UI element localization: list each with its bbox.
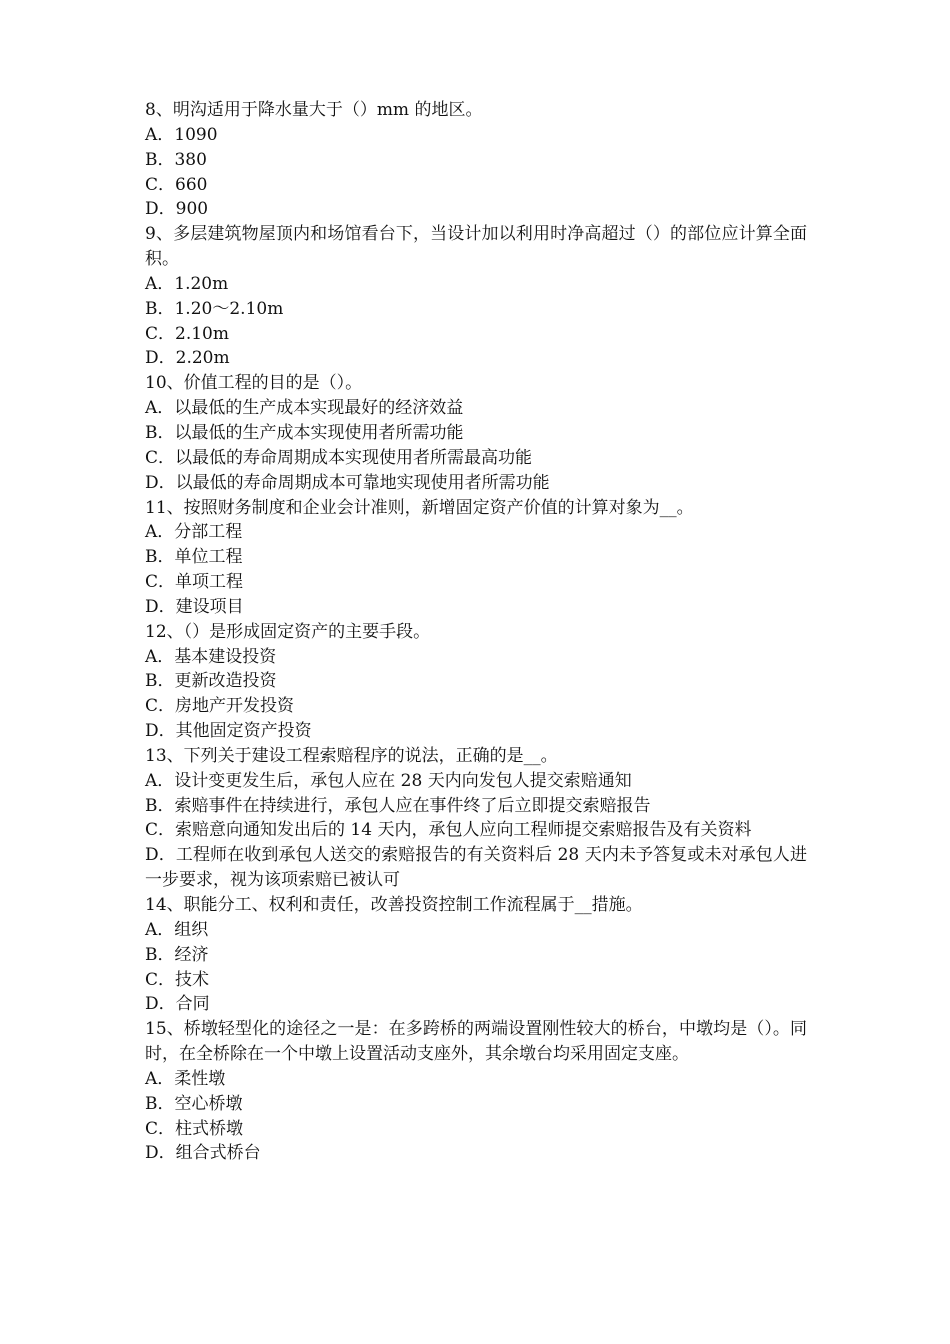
option-8-b: B．380 — [145, 149, 207, 170]
option-10-b: B．以最低的生产成本实现使用者所需功能 — [145, 422, 464, 443]
option-14-a: A．组织 — [145, 919, 209, 940]
option-11-d: D．建设项目 — [145, 596, 244, 617]
option-12-c: C．房地产开发投资 — [145, 696, 295, 717]
option-14-b: B．经济 — [145, 944, 209, 965]
question-12: 12、（）是形成固定资产的主要手段。 — [145, 621, 431, 642]
option-8-d: D．900 — [145, 199, 209, 220]
option-11-b: B．单位工程 — [145, 547, 243, 568]
option-13-c: C．索赔意向通知发出后的 14 天内，承包人应向工程师提交索赔报告及有关资料 — [145, 820, 752, 841]
question-13: 13、下列关于建设工程索赔程序的说法，正确的是__。 — [145, 745, 558, 766]
option-13-a: A．设计变更发生后，承包人应在 28 天内向发包人提交索赔通知 — [145, 770, 632, 791]
option-12-a: A．基本建设投资 — [145, 646, 277, 667]
option-14-c: C．技术 — [145, 969, 210, 990]
option-10-c: C．以最低的寿命周期成本实现使用者所需最高功能 — [145, 447, 533, 468]
option-14-d: D．合同 — [145, 994, 210, 1015]
option-11-c: C．单项工程 — [145, 572, 244, 593]
question-9: 9、多层建筑物屋顶内和场馆看台下，当设计加以利用时净高超过（）的部位应计算全面积。 — [145, 224, 807, 270]
option-15-d: D．组合式桥台 — [145, 1143, 261, 1164]
option-10-d: D．以最低的寿命周期成本可靠地实现使用者所需功能 — [145, 472, 550, 493]
option-9-d: D．2.20m — [145, 348, 230, 369]
option-9-c: C．2.10m — [145, 323, 229, 344]
option-12-d: D．其他固定资产投资 — [145, 721, 312, 742]
option-8-a: A．1090 — [145, 124, 218, 145]
option-8-c: C．660 — [145, 174, 208, 195]
question-11: 11、按照财务制度和企业会计准则，新增固定资产价值的计算对象为__。 — [145, 497, 694, 518]
option-15-c: C．柱式桥墩 — [145, 1118, 244, 1139]
option-15-a: A．柔性墩 — [145, 1068, 226, 1089]
option-11-a: A．分部工程 — [145, 522, 243, 543]
option-9-a: A．1.20m — [145, 273, 229, 294]
question-15: 15、桥墩轻型化的途径之一是：在多跨桥的两端设置刚性较大的桥台，中墩均是（）。同时，在全桥除在一个中墩上设置活动支座外，其余墩台均采用固定支座。 — [145, 1019, 807, 1065]
option-9-b: B．1.20～2.10m — [145, 298, 284, 319]
option-13-b: B．索赔事件在持续进行，承包人应在事件终了后立即提交索赔报告 — [145, 795, 651, 816]
question-8: 8、明沟适用于降水量大于（）mm 的地区。 — [145, 100, 483, 120]
option-15-b: B．空心桥墩 — [145, 1093, 243, 1114]
option-12-b: B．更新改造投资 — [145, 671, 277, 692]
option-13-d: D．工程师在收到承包人送交的索赔报告的有关资料后 28 天内未予答复或未对承包人进一步要求，视为该项索赔已被认可 — [145, 845, 807, 891]
question-14: 14、职能分工、权利和责任，改善投资控制工作流程属于__措施。 — [145, 895, 643, 915]
exam-page — [145, 98, 807, 1166]
option-10-a: A．以最低的生产成本实现最好的经济效益 — [145, 398, 464, 419]
question-10: 10、价值工程的目的是（）。 — [145, 373, 363, 394]
